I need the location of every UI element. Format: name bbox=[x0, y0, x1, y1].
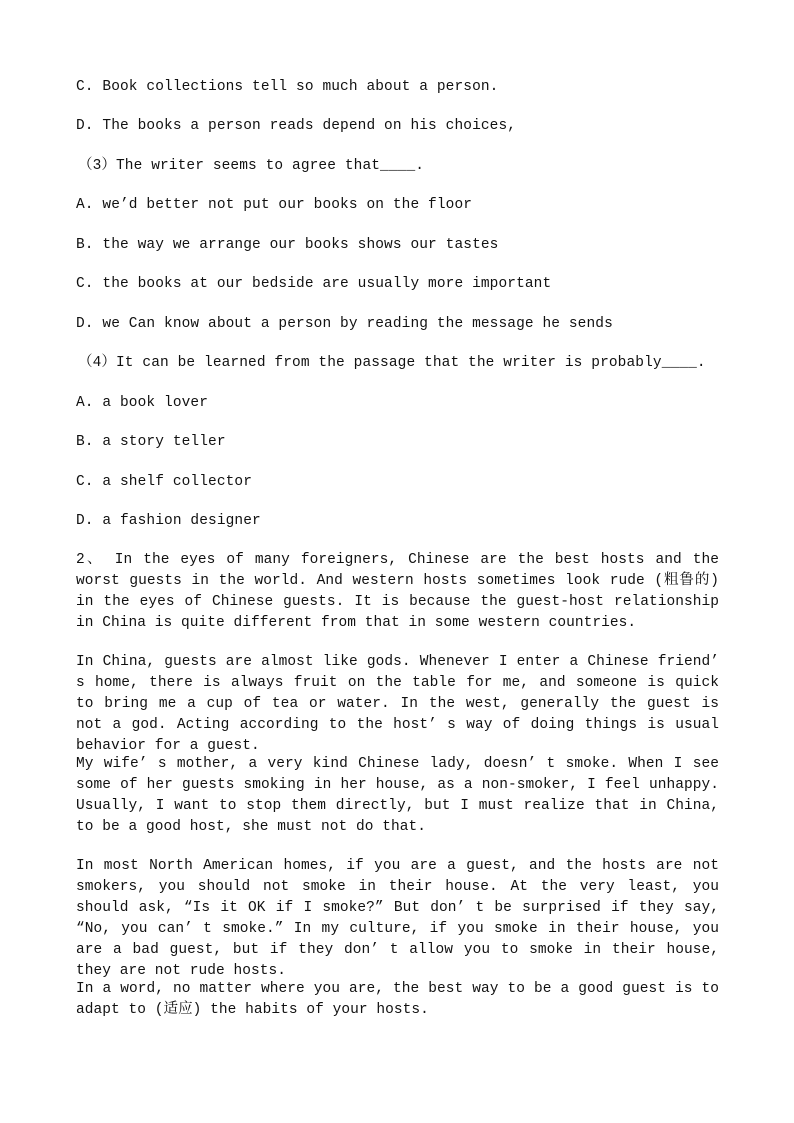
question-4-stem: （4）It can be learned from the passage that the writer is probably____. bbox=[78, 355, 706, 371]
option-d-q4: D. a fashion designer bbox=[76, 513, 261, 529]
passage-paragraph-1: 2、 In the eyes of many foreigners, Chinese are the best hosts and the worst guests in the world. And western hosts sometimes look rude (粗鲁的) in the eyes of Chinese guests. It is because the guest-host relationship in China is quite different from that in some western countries. bbox=[76, 552, 719, 631]
option-a-q3: A. we’d better not put our books on the floor bbox=[76, 197, 473, 213]
passage-paragraph-5: In a word, no matter where you are, the best way to be a good guest is to adapt to (适应) the habits of your hosts. bbox=[76, 981, 719, 1018]
question-3-stem: （3）The writer seems to agree that____. bbox=[78, 158, 425, 174]
option-d-q2: D. The books a person reads depend on his choices, bbox=[76, 118, 517, 134]
option-d-q3: D. we Can know about a person by reading the message he sends bbox=[76, 316, 613, 332]
passage-paragraph-4: In most North American homes, if you are a guest, and the hosts are not smokers, you should not smoke in their house. At the very least, you should ask, “Is it OK if I smoke?” But don’ t be surprised if they say, “No, you can’ t smoke.” In my culture, if you smoke in their house, you are a bad guest, but if they don’ t allow you to smoke in their house, they are not rude hosts. bbox=[76, 858, 719, 979]
passage-paragraph-3: My wife’ s mother, a very kind Chinese lady, doesn’ t smoke. When I see some of her guests smoking in her house, as a non-smoker, I feel unhappy. Usually, I want to stop them directly, but I must realize that in China, to be a good host, she must not do that. bbox=[76, 756, 719, 835]
option-c-q4: C. a shelf collector bbox=[76, 474, 253, 490]
passage-paragraph-2: In China, guests are almost like gods. Whenever I enter a Chinese friend’ s home, there is always fruit on the table for me, and someone is quick to bring me a cup of tea or water. In the west, generally the guest is not a god. Acting according to the host’ s way of doing things is usual behavior for a guest. bbox=[76, 654, 719, 754]
option-b-q4: B. a story teller bbox=[76, 434, 226, 450]
option-c-q3: C. the books at our bedside are usually more important bbox=[76, 276, 552, 292]
option-c-q2: C. Book collections tell so much about a person. bbox=[76, 79, 499, 95]
option-b-q3: B. the way we arrange our books shows our tastes bbox=[76, 237, 499, 253]
option-a-q4: A. a book lover bbox=[76, 395, 209, 411]
